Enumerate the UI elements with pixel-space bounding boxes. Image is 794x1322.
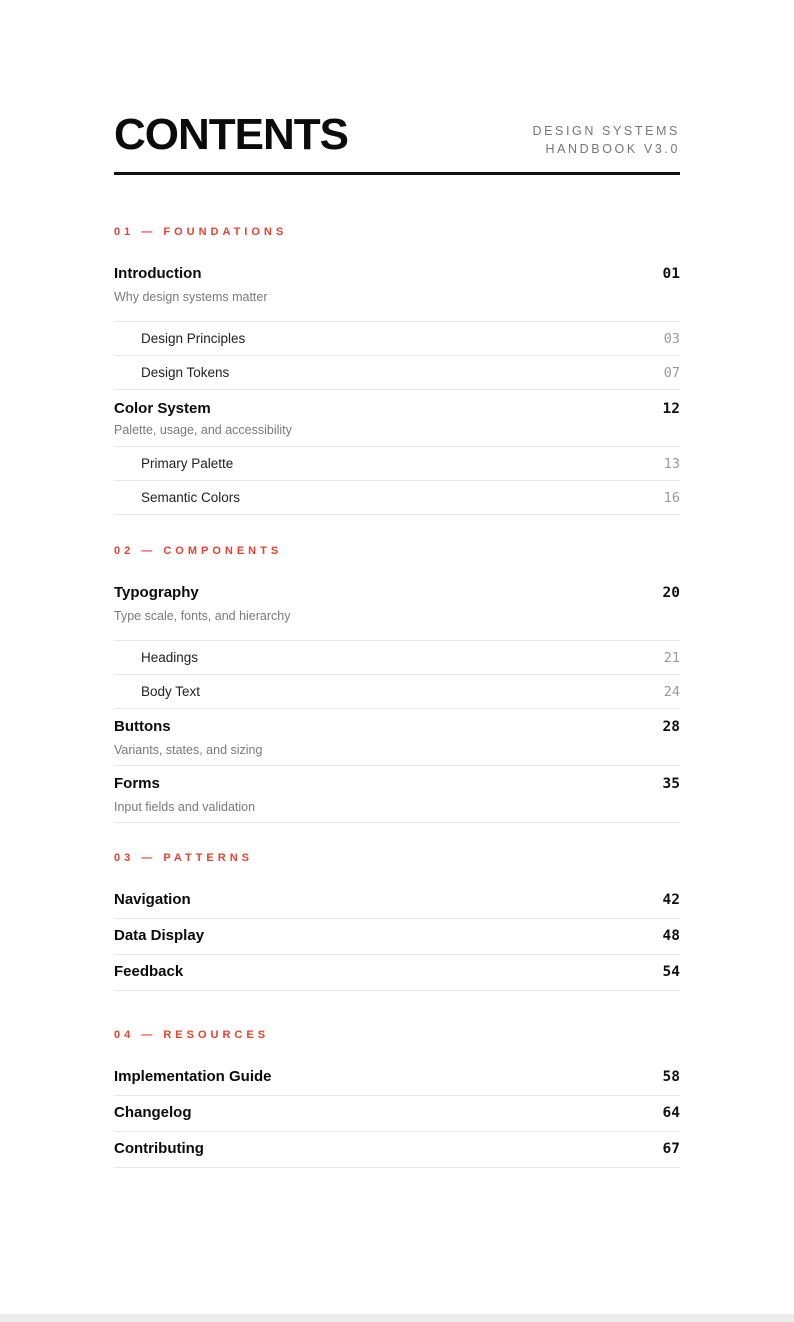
entry-title: Changelog: [114, 1104, 192, 1121]
entry-description: Why design systems matter: [114, 290, 268, 304]
entry-page-number: 42: [662, 892, 680, 908]
entry-description: Palette, usage, and accessibility: [114, 423, 292, 437]
section-label: 01 — FOUNDATIONS: [114, 226, 288, 238]
toc-entry-buttons[interactable]: [114, 709, 680, 766]
entry-page-number: 54: [662, 964, 680, 980]
toc-subentry-semantic-colors[interactable]: [114, 481, 680, 515]
entry-title: Headings: [141, 650, 199, 665]
document-subtitle: [532, 122, 680, 158]
entry-title: Primary Palette: [141, 456, 234, 471]
section-label: 04 — RESOURCES: [114, 1029, 270, 1041]
toc-subentry-headings[interactable]: [114, 641, 680, 675]
toc-entry-contributing[interactable]: [114, 1132, 680, 1168]
toc-subentry-body-text[interactable]: [114, 675, 680, 709]
entry-title: Buttons: [114, 718, 171, 735]
subtitle-line-1: DESIGN SYSTEMS: [532, 124, 680, 138]
entry-page-number: 01: [662, 266, 680, 282]
section-resources: [114, 1028, 680, 1168]
entry-page-number: 03: [663, 331, 680, 347]
entry-page-number: 64: [662, 1105, 680, 1121]
toc-entry-implementation-guide[interactable]: [114, 1068, 680, 1096]
toc-entry-navigation[interactable]: [114, 891, 680, 919]
entry-page-number: 48: [662, 928, 680, 944]
toc-entry-typography[interactable]: [114, 584, 680, 641]
toc-entry-feedback[interactable]: [114, 955, 680, 991]
entry-page-number: 21: [663, 650, 680, 666]
entry-title: Typography: [114, 584, 199, 601]
entry-page-number: 58: [662, 1069, 680, 1085]
section-label: 03 — PATTERNS: [114, 852, 253, 864]
entry-page-number: 20: [662, 585, 680, 601]
entry-title: Color System: [114, 400, 211, 417]
entry-page-number: 16: [663, 490, 680, 506]
toc-entry-color-system[interactable]: [114, 390, 680, 447]
section-patterns: [114, 851, 680, 991]
entry-page-number: 13: [663, 456, 680, 472]
entry-title: Feedback: [114, 963, 184, 980]
bottom-edge-strip: [0, 1314, 794, 1322]
entry-page-number: 12: [662, 401, 680, 417]
section-foundations: [114, 225, 680, 515]
entry-title: Design Principles: [141, 331, 246, 346]
toc-subentry-design-principles[interactable]: [114, 322, 680, 356]
toc-entry-data-display[interactable]: [114, 919, 680, 955]
entry-page-number: 35: [662, 776, 680, 792]
entry-description: Variants, states, and sizing: [114, 743, 263, 757]
section-label: 02 — COMPONENTS: [114, 545, 283, 557]
toc-entry-introduction[interactable]: [114, 265, 680, 322]
entry-title: Data Display: [114, 927, 205, 944]
entry-title: Design Tokens: [141, 365, 230, 380]
page-title: CONTENTS: [114, 110, 348, 159]
entry-title: Semantic Colors: [141, 490, 241, 505]
section-components: [114, 544, 680, 823]
entry-title: Implementation Guide: [114, 1068, 272, 1085]
entry-title: Body Text: [141, 684, 201, 699]
toc-subentry-design-tokens[interactable]: [114, 356, 680, 390]
entry-title: Introduction: [114, 265, 202, 282]
entry-description: Type scale, fonts, and hierarchy: [114, 609, 291, 623]
entry-page-number: 07: [663, 365, 680, 381]
entry-title: Navigation: [114, 891, 191, 908]
toc-entry-forms[interactable]: [114, 766, 680, 823]
entry-page-number: 67: [662, 1141, 680, 1157]
toc-subentry-primary-palette[interactable]: [114, 447, 680, 481]
entry-description: Input fields and validation: [114, 800, 256, 814]
entry-title: Contributing: [114, 1140, 204, 1157]
toc-entry-changelog[interactable]: [114, 1096, 680, 1132]
entry-title: Forms: [114, 775, 160, 792]
page-header: [114, 112, 680, 175]
entry-page-number: 28: [662, 719, 680, 735]
subtitle-line-2: HANDBOOK V3.0: [545, 142, 680, 156]
entry-page-number: 24: [663, 684, 680, 700]
